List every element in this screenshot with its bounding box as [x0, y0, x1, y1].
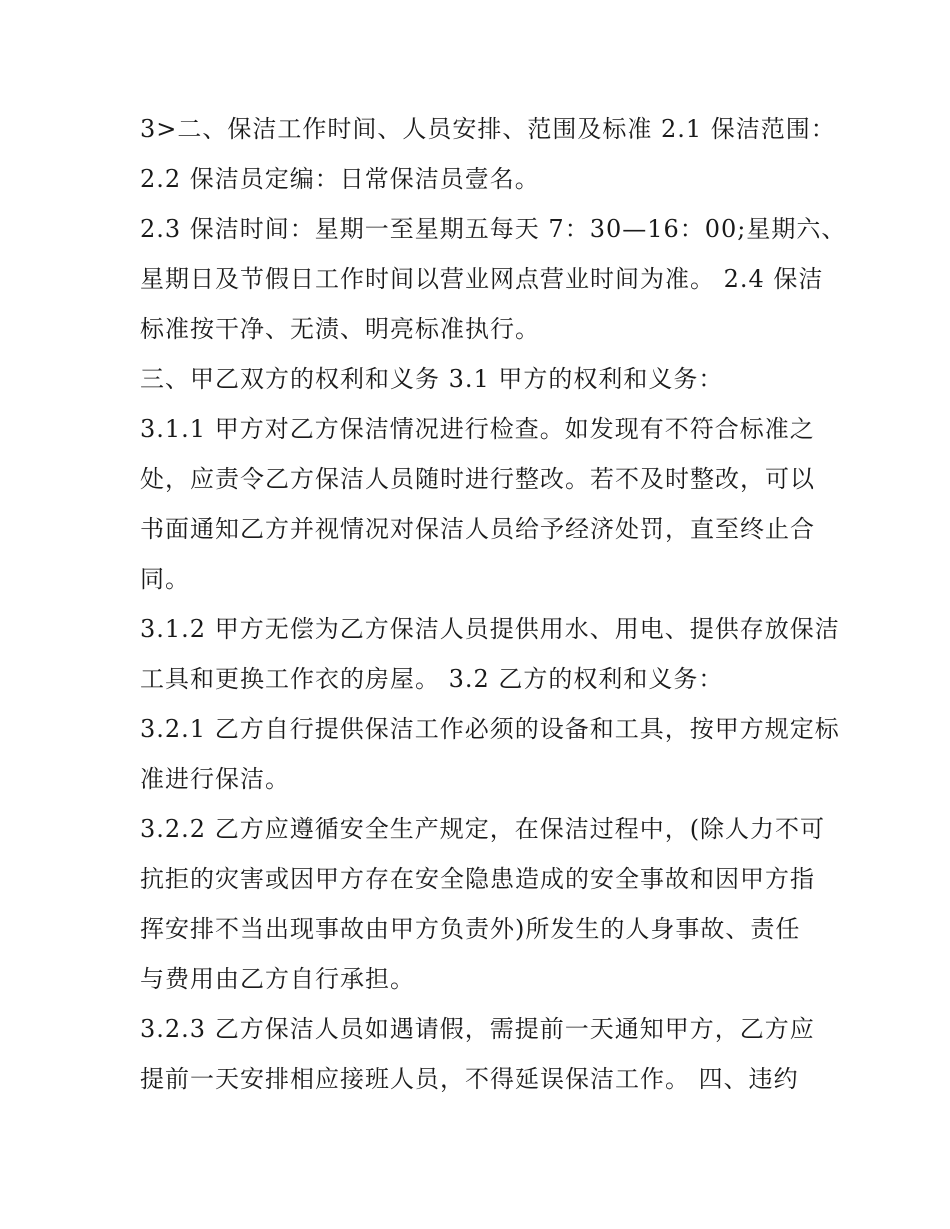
text-line: 工具和更换工作衣的房屋。 3.2 乙方的权利和义务：	[140, 665, 724, 693]
text-line: 标准按干净、无渍、明亮标准执行。	[140, 315, 540, 343]
text-line: 3>二、保洁工作时间、人员安排、范围及标准 2.1 保洁范围：	[140, 115, 836, 143]
text-line: 准进行保洁。	[140, 765, 290, 793]
text-line: 书面通知乙方并视情况对保洁人员给予经济处罚，直至终止合	[140, 515, 815, 543]
text-line: 处，应责令乙方保洁人员随时进行整改。若不及时整改，可以	[140, 465, 815, 493]
text-line: 三、甲乙双方的权利和义务 3.1 甲方的权利和义务：	[140, 365, 724, 393]
text-line: 同。	[140, 565, 190, 593]
text-line: 挥安排不当出现事故由甲方负责外)所发生的人身事故、责任	[140, 915, 801, 943]
text-line: 抗拒的灾害或因甲方存在安全隐患造成的安全事故和因甲方指	[140, 865, 815, 893]
text-line: 3.1.1 甲方对乙方保洁情况进行检查。如发现有不符合标准之	[140, 415, 815, 443]
text-line: 3.2.1 乙方自行提供保洁工作必须的设备和工具，按甲方规定标	[140, 715, 840, 743]
text-line: 星期日及节假日工作时间以营业网点营业时间为准。 2.4 保洁	[140, 265, 824, 293]
text-line: 3.1.2 甲方无偿为乙方保洁人员提供用水、用电、提供存放保洁	[140, 615, 840, 643]
text-line: 2.3 保洁时间：星期一至星期五每天 7：30—16：00;星期六、	[140, 215, 847, 243]
text-line: 2.2 保洁员定编：日常保洁员壹名。	[140, 165, 540, 193]
text-line: 3.2.2 乙方应遵循安全生产规定，在保洁过程中，(除人力不可	[140, 815, 826, 843]
text-line: 与费用由乙方自行承担。	[140, 965, 415, 993]
text-line: 3.2.3 乙方保洁人员如遇请假，需提前一天通知甲方，乙方应	[140, 1015, 815, 1043]
text-line: 提前一天安排相应接班人员，不得延误保洁工作。 四、违约	[140, 1065, 799, 1093]
document-page	[140, 104, 847, 1104]
